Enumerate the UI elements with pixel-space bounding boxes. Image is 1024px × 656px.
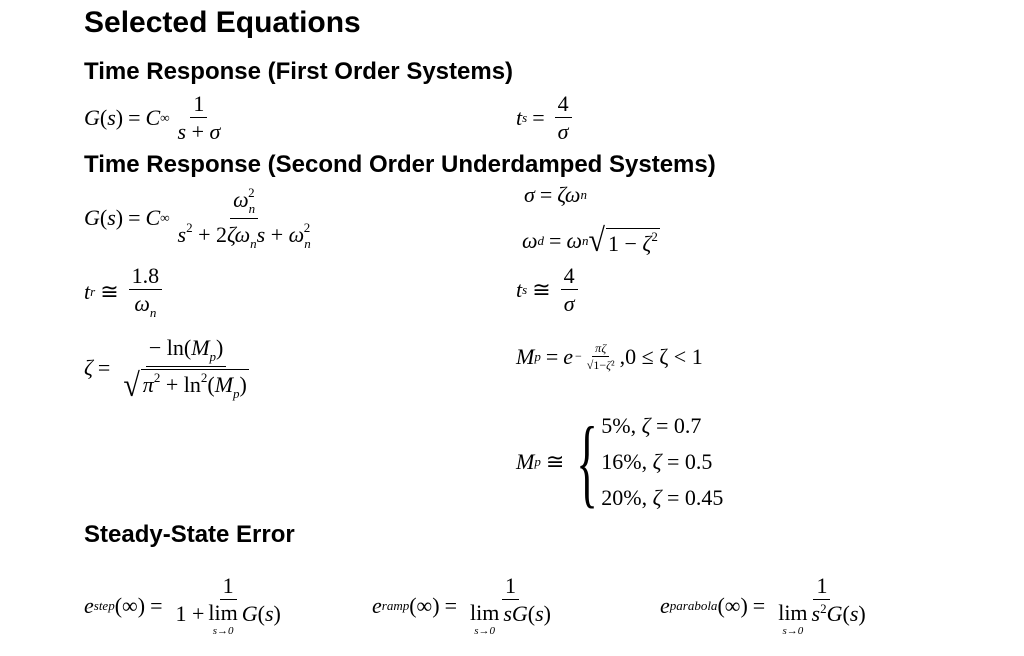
equation-damped-frequency: ω d = ω n √ $1 - \zeta^2$ [522,222,658,259]
equation-first-order-settling-time: t s = $\frac{4}{\sigma}$ [516,92,577,143]
section-heading-second-order: Time Response (Second Order Underdamped Systems) [84,151,716,178]
overshoot-case: 20%, ζ = 0.45 [601,485,724,510]
equation-ramp-error: e ramp (∞) = 1 lim s→0 sG ( s ) [372,573,551,638]
section-heading-first-order: Time Response (First Order Systems) [84,58,514,85]
equation-second-order-transfer: G ( s ) = C ∞ $\frac{\omega_n^2}{s^2 + 2\zeta\omega_ns + \omega_n^2}$ [84,185,311,251]
equation-parabola-error: e parabola (∞) = 1 lim s→0 s 2 G ( s ) [660,573,866,638]
equation-sigma: σ = ζω n [524,182,587,207]
equation-first-order-transfer: G ( s ) = C ∞ $\frac{1}{s + \sigma}$ [84,91,221,145]
section-heading-steady-state: Steady-State Error [84,521,295,548]
equation-overshoot-approximations: M p ≅ { 5%, ζ = 0.7 16%, ζ = 0.5 20%, ζ = 0.45 [516,406,724,517]
overshoot-case: 16%, ζ = 0.5 [601,449,713,474]
equation-damping-ratio: ζ = − $\ln(M_p)$ √ $\pi^2 + \ln^2(M_p)$ [84,335,247,404]
overshoot-case: 5%, ζ = 0.7 [601,413,702,438]
page-title: Selected Equations [84,6,361,39]
equation-rise-time: t r ≅ $\frac{1.8}{\omega_n}$ [84,264,167,320]
equation-second-order-settling-time: t s ≅ $\frac{4}{\sigma}$ [516,264,583,315]
equation-step-error: e step (∞) = 1 1 + lim s→0 G ( s ) [84,573,281,638]
equation-overshoot: M p = e − $\frac{\pi\zeta}{\text{√1−ζ²}}$ ,0 ≤ ζ < 1 [516,341,703,372]
left-brace: { [576,406,599,517]
